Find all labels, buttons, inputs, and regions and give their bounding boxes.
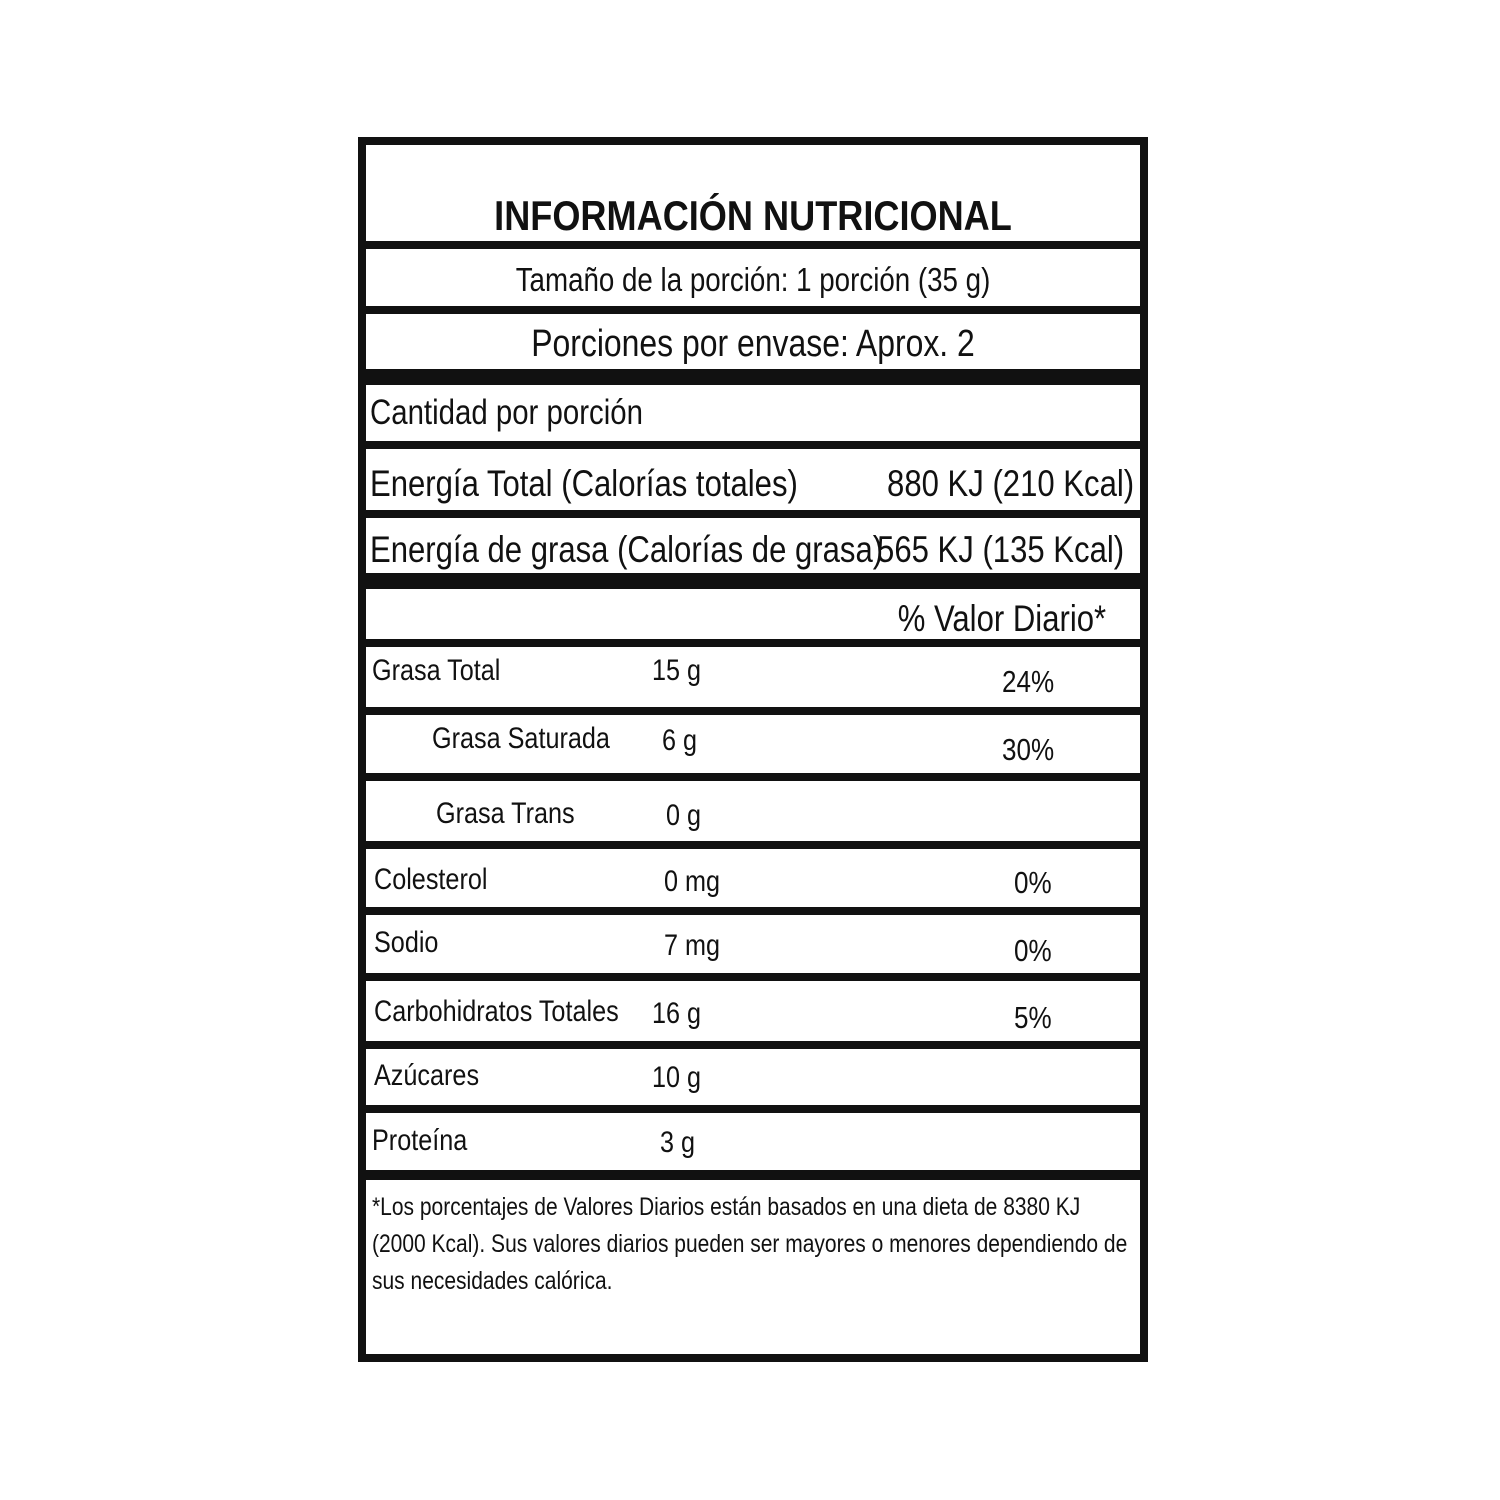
nutrition-facts-label (358, 137, 1148, 1362)
nutrient-name: Colesterol (374, 863, 488, 896)
nutrient-amount: 0 mg (664, 865, 721, 898)
nutrient-name: Grasa Trans (436, 797, 575, 830)
nutrient-daily-value: 0% (1014, 933, 1052, 968)
nutrient-name: Sodio (374, 926, 439, 959)
thick-divider (366, 369, 1140, 385)
nutrient-daily-value: 30% (1002, 732, 1055, 767)
divider (366, 639, 1140, 647)
thick-divider (366, 1170, 1140, 1180)
divider (366, 510, 1140, 518)
divider (366, 1105, 1140, 1113)
nutrient-name: Proteína (372, 1124, 468, 1157)
divider (366, 1041, 1140, 1049)
nutrient-name: Grasa Total (372, 654, 501, 687)
divider (366, 973, 1140, 981)
amount-per-serving-label: Cantidad por porción (370, 393, 643, 432)
nutrient-amount: 3 g (660, 1126, 696, 1159)
divider (366, 306, 1140, 314)
daily-value-header: % Valor Diario* (897, 598, 1106, 639)
serving-size: Tamaño de la porción: 1 porción (35 g) (515, 261, 991, 298)
thick-divider (366, 573, 1140, 589)
energy-total-label: Energía Total (Calorías totales) (370, 463, 798, 504)
energy-fat-label: Energía de grasa (Calorías de grasa) (370, 529, 884, 570)
divider (366, 773, 1140, 781)
divider (366, 707, 1140, 715)
servings-per-container: Porciones por envase: Aprox. 2 (531, 323, 975, 365)
label-title: INFORMACIÓN NUTRICIONAL (494, 192, 1012, 239)
daily-value-footnote: *Los porcentajes de Valores Diarios están basados en una dieta de 8380 KJ (2000 Kcal). Sus valores diarios pueden ser mayores o menores dependiendo de sus necesidades calórica. (372, 1193, 1128, 1295)
energy-total-value: 880 KJ (210 Kcal) (886, 463, 1134, 504)
nutrient-name: Carbohidratos Totales (374, 995, 619, 1028)
nutrient-amount: 15 g (652, 654, 702, 687)
nutrient-amount: 7 mg (664, 929, 721, 962)
nutrient-amount: 10 g (652, 1061, 702, 1094)
divider (366, 241, 1140, 249)
nutrient-amount: 16 g (652, 997, 702, 1030)
divider (366, 841, 1140, 849)
energy-fat-value: 565 KJ (135 Kcal) (876, 529, 1124, 570)
divider (366, 441, 1140, 449)
nutrient-name: Azúcares (374, 1059, 480, 1092)
nutrient-amount: 6 g (662, 724, 698, 757)
nutrient-daily-value: 0% (1014, 865, 1052, 900)
nutrient-daily-value: 5% (1014, 1000, 1052, 1035)
nutrient-name: Grasa Saturada (432, 722, 610, 755)
nutrient-daily-value: 24% (1002, 664, 1055, 699)
divider (366, 907, 1140, 915)
nutrient-amount: 0 g (666, 799, 702, 832)
